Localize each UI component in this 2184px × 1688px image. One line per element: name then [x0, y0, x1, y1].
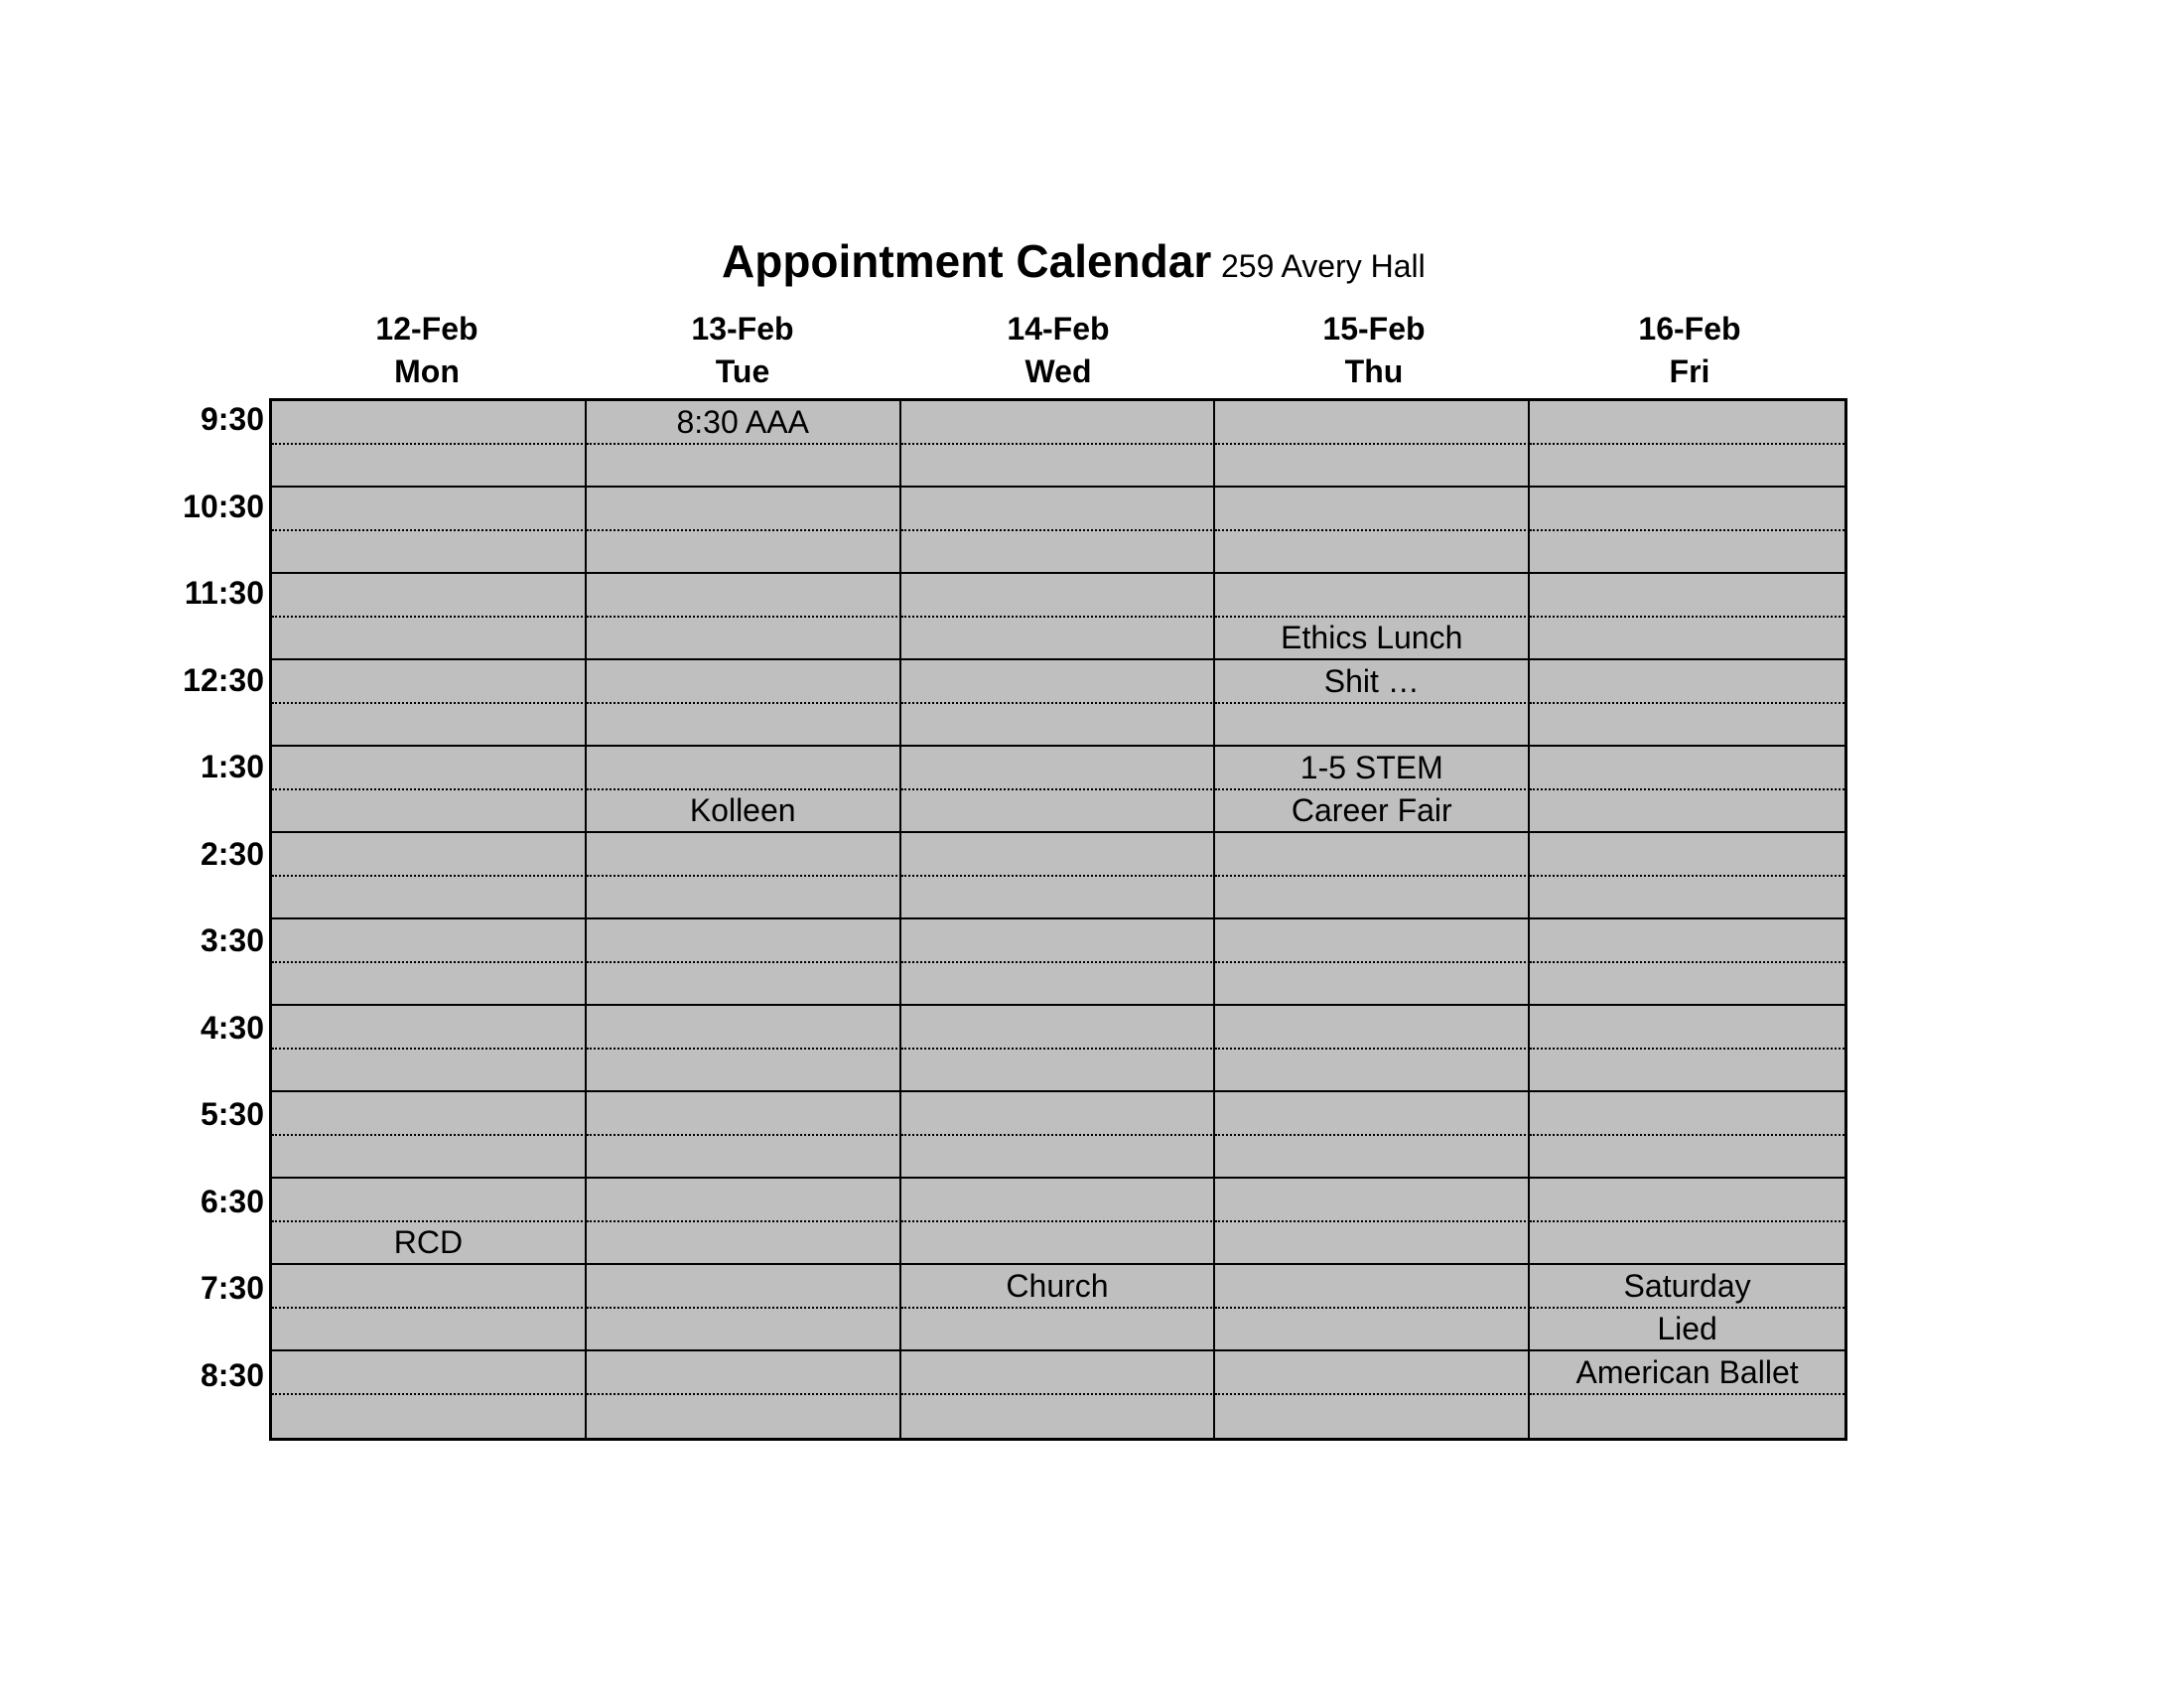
- time-slot-cell[interactable]: [1530, 919, 1844, 963]
- time-slot-cell[interactable]: [272, 1351, 587, 1395]
- time-slot-cell[interactable]: [1530, 1006, 1844, 1050]
- time-slot-cell[interactable]: [1215, 1092, 1530, 1136]
- time-slot-cell[interactable]: [1530, 574, 1844, 618]
- time-slot-cell[interactable]: [587, 1351, 901, 1395]
- time-slot-cell[interactable]: [1215, 488, 1530, 531]
- day-date: 14-Feb: [1007, 311, 1110, 347]
- time-slot-cell[interactable]: [1530, 1222, 1844, 1266]
- time-slot-cell[interactable]: [587, 574, 901, 618]
- time-slot-cell[interactable]: [901, 660, 1216, 704]
- time-slot-cell[interactable]: [272, 1222, 587, 1266]
- appointment-text: Ethics Lunch: [1281, 620, 1463, 656]
- time-slot-cell[interactable]: [1530, 618, 1844, 661]
- time-slot-cell[interactable]: [901, 1265, 1216, 1309]
- time-slot-cell[interactable]: [1530, 1136, 1844, 1180]
- time-label: 7:30: [200, 1270, 264, 1306]
- time-slot-cell[interactable]: [587, 660, 901, 704]
- day-weekday: Tue: [715, 353, 770, 389]
- day-header-mon: [269, 308, 585, 393]
- day-weekday: Wed: [1024, 353, 1092, 389]
- time-axis: [149, 398, 264, 1441]
- time-slot-cell[interactable]: [901, 1351, 1216, 1395]
- time-slot-cell[interactable]: [901, 488, 1216, 531]
- time-slot-cell[interactable]: [1215, 1179, 1530, 1222]
- time-slot-cell[interactable]: [272, 919, 587, 963]
- appointment-text: Lied: [1657, 1311, 1717, 1347]
- time-slot-cell[interactable]: [901, 1092, 1216, 1136]
- time-slot-cell[interactable]: [901, 618, 1216, 661]
- time-slot-cell[interactable]: [272, 833, 587, 877]
- time-slot-cell[interactable]: [272, 877, 587, 920]
- time-slot-cell[interactable]: [272, 660, 587, 704]
- time-slot-cell[interactable]: [1215, 877, 1530, 920]
- time-slot-cell[interactable]: [1215, 1395, 1530, 1439]
- location-label: 259 Avery Hall: [1221, 248, 1426, 284]
- time-label: 3:30: [200, 922, 264, 958]
- time-slot-cell[interactable]: [272, 1395, 587, 1439]
- time-slot-cell[interactable]: [272, 704, 587, 748]
- time-slot-cell[interactable]: [587, 1136, 901, 1180]
- time-slot-cell[interactable]: [1530, 445, 1844, 489]
- time-slot-cell[interactable]: [1215, 1136, 1530, 1180]
- time-slot-cell[interactable]: [1215, 401, 1530, 445]
- time-slot-cell[interactable]: [901, 1050, 1216, 1093]
- time-slot-cell[interactable]: [1215, 1351, 1530, 1395]
- time-slot-cell[interactable]: [1530, 1050, 1844, 1093]
- appointment-text: RCD: [393, 1224, 464, 1261]
- day-weekday: Thu: [1344, 353, 1404, 389]
- time-slot-cell[interactable]: [587, 877, 901, 920]
- time-slot-cell[interactable]: [1530, 488, 1844, 531]
- time-slot-cell[interactable]: [272, 401, 587, 445]
- time-slot-cell[interactable]: [272, 488, 587, 531]
- time-slot-cell[interactable]: [587, 1309, 901, 1352]
- time-label: 6:30: [200, 1183, 264, 1219]
- time-slot-cell[interactable]: [587, 488, 901, 531]
- time-slot-cell[interactable]: [1215, 1222, 1530, 1266]
- time-slot-cell[interactable]: [1530, 963, 1844, 1007]
- time-label: 4:30: [200, 1009, 264, 1046]
- time-slot-cell[interactable]: [587, 1265, 901, 1309]
- time-slot-cell[interactable]: [1215, 445, 1530, 489]
- time-slot-cell[interactable]: [587, 531, 901, 575]
- time-slot-cell[interactable]: [901, 704, 1216, 748]
- time-label: 9:30: [200, 401, 264, 437]
- time-slot-cell[interactable]: [587, 919, 901, 963]
- time-label: 2:30: [200, 835, 264, 872]
- time-label: 5:30: [200, 1096, 264, 1132]
- time-slot-cell[interactable]: [1215, 1309, 1530, 1352]
- time-slot-cell[interactable]: [587, 1050, 901, 1093]
- time-slot-cell[interactable]: [272, 1136, 587, 1180]
- day-weekday: Fri: [1669, 353, 1710, 389]
- day-header-wed: [900, 308, 1216, 393]
- time-slot-cell[interactable]: [587, 401, 901, 445]
- time-slot-cell[interactable]: [1530, 747, 1844, 790]
- time-slot-cell[interactable]: [1215, 574, 1530, 618]
- time-slot-cell[interactable]: [272, 1179, 587, 1222]
- appointment-text: 8:30 AAA: [676, 403, 809, 440]
- day-date: 15-Feb: [1322, 311, 1426, 347]
- time-slot-cell[interactable]: [901, 401, 1216, 445]
- time-slot-cell[interactable]: [1215, 919, 1530, 963]
- time-slot-cell[interactable]: [901, 877, 1216, 920]
- time-slot-cell[interactable]: [587, 445, 901, 489]
- time-slot-cell[interactable]: [272, 574, 587, 618]
- time-label: 11:30: [184, 575, 264, 611]
- time-slot-cell[interactable]: [1530, 531, 1844, 575]
- calendar-grid: [269, 398, 1847, 1441]
- time-slot-cell[interactable]: [901, 790, 1216, 834]
- time-label: 1:30: [200, 749, 264, 784]
- appointment-text: 1-5 STEM: [1299, 749, 1443, 785]
- time-slot-cell[interactable]: [901, 833, 1216, 877]
- time-slot-cell[interactable]: [1530, 401, 1844, 445]
- day-date: 13-Feb: [691, 311, 794, 347]
- time-slot-cell[interactable]: [1215, 1006, 1530, 1050]
- time-slot-cell[interactable]: [587, 790, 901, 834]
- time-slot-cell[interactable]: [1215, 833, 1530, 877]
- day-weekday: Mon: [394, 353, 460, 389]
- time-slot-cell[interactable]: [272, 1265, 587, 1309]
- appointment-text: Saturday: [1623, 1267, 1751, 1304]
- appointment-text: Church: [1006, 1267, 1109, 1304]
- time-label: 12:30: [183, 661, 264, 698]
- time-slot-cell[interactable]: [272, 1006, 587, 1050]
- time-slot-cell[interactable]: [901, 1395, 1216, 1439]
- time-slot-cell[interactable]: [1215, 1050, 1530, 1093]
- time-slot-cell[interactable]: [587, 1222, 901, 1266]
- time-slot-cell[interactable]: [587, 1395, 901, 1439]
- time-slot-cell[interactable]: [901, 919, 1216, 963]
- time-label: 8:30: [200, 1356, 264, 1393]
- time-slot-cell[interactable]: [587, 1092, 901, 1136]
- time-slot-cell[interactable]: [587, 1179, 901, 1222]
- time-slot-cell[interactable]: [901, 574, 1216, 618]
- time-slot-cell[interactable]: [901, 1222, 1216, 1266]
- time-slot-cell[interactable]: [1215, 1265, 1530, 1309]
- time-slot-cell[interactable]: [1215, 963, 1530, 1007]
- time-label: 10:30: [183, 488, 264, 524]
- time-slot-cell[interactable]: [1215, 531, 1530, 575]
- time-slot-cell[interactable]: [272, 618, 587, 661]
- page-title: Appointment Calendar: [722, 235, 1212, 287]
- time-slot-cell[interactable]: [1530, 877, 1844, 920]
- time-slot-cell[interactable]: [587, 704, 901, 748]
- day-header-tue: [585, 308, 900, 393]
- time-slot-cell[interactable]: [587, 618, 901, 661]
- time-slot-cell[interactable]: [901, 963, 1216, 1007]
- time-slot-cell[interactable]: [272, 963, 587, 1007]
- time-slot-cell[interactable]: [901, 1179, 1216, 1222]
- time-slot-cell[interactable]: [1215, 747, 1530, 790]
- time-slot-cell[interactable]: [901, 1006, 1216, 1050]
- time-slot-cell[interactable]: [901, 531, 1216, 575]
- time-slot-cell[interactable]: [1530, 833, 1844, 877]
- time-slot-cell[interactable]: [1530, 1309, 1844, 1352]
- time-slot-cell[interactable]: [1530, 660, 1844, 704]
- time-slot-cell[interactable]: [272, 1309, 587, 1352]
- time-slot-cell[interactable]: [272, 790, 587, 834]
- time-slot-cell[interactable]: [272, 1092, 587, 1136]
- appointment-text: American Ballet: [1575, 1353, 1799, 1390]
- time-slot-cell[interactable]: [587, 833, 901, 877]
- time-slot-cell[interactable]: [1215, 790, 1530, 834]
- day-date: 16-Feb: [1638, 311, 1741, 347]
- time-slot-cell[interactable]: [1530, 1092, 1844, 1136]
- time-slot-cell[interactable]: [901, 445, 1216, 489]
- day-date: 12-Feb: [375, 311, 478, 347]
- time-slot-cell[interactable]: [587, 963, 901, 1007]
- time-slot-cell[interactable]: [1530, 1351, 1844, 1395]
- time-slot-cell[interactable]: [587, 747, 901, 790]
- day-header-thu: [1216, 308, 1532, 393]
- time-slot-cell[interactable]: [1530, 790, 1844, 834]
- time-slot-cell[interactable]: [1530, 1265, 1844, 1309]
- appointment-text: Shit …: [1323, 662, 1420, 699]
- time-slot-cell[interactable]: [272, 747, 587, 790]
- time-slot-cell[interactable]: [1215, 704, 1530, 748]
- calendar-header: [0, 226, 2184, 296]
- day-header-fri: [1532, 308, 1847, 393]
- appointment-text: Career Fair: [1291, 792, 1452, 829]
- time-slot-cell[interactable]: [272, 1050, 587, 1093]
- time-slot-cell[interactable]: [587, 1006, 901, 1050]
- time-slot-cell[interactable]: [1215, 618, 1530, 661]
- time-slot-cell[interactable]: [1530, 704, 1844, 748]
- time-slot-cell[interactable]: [1530, 1395, 1844, 1439]
- time-slot-cell[interactable]: [272, 531, 587, 575]
- time-slot-cell[interactable]: [901, 1309, 1216, 1352]
- time-slot-cell[interactable]: [1215, 660, 1530, 704]
- time-slot-cell[interactable]: [1530, 1179, 1844, 1222]
- time-slot-cell[interactable]: [272, 445, 587, 489]
- time-slot-cell[interactable]: [901, 1136, 1216, 1180]
- appointment-text: Kolleen: [689, 792, 796, 829]
- time-slot-cell[interactable]: [901, 747, 1216, 790]
